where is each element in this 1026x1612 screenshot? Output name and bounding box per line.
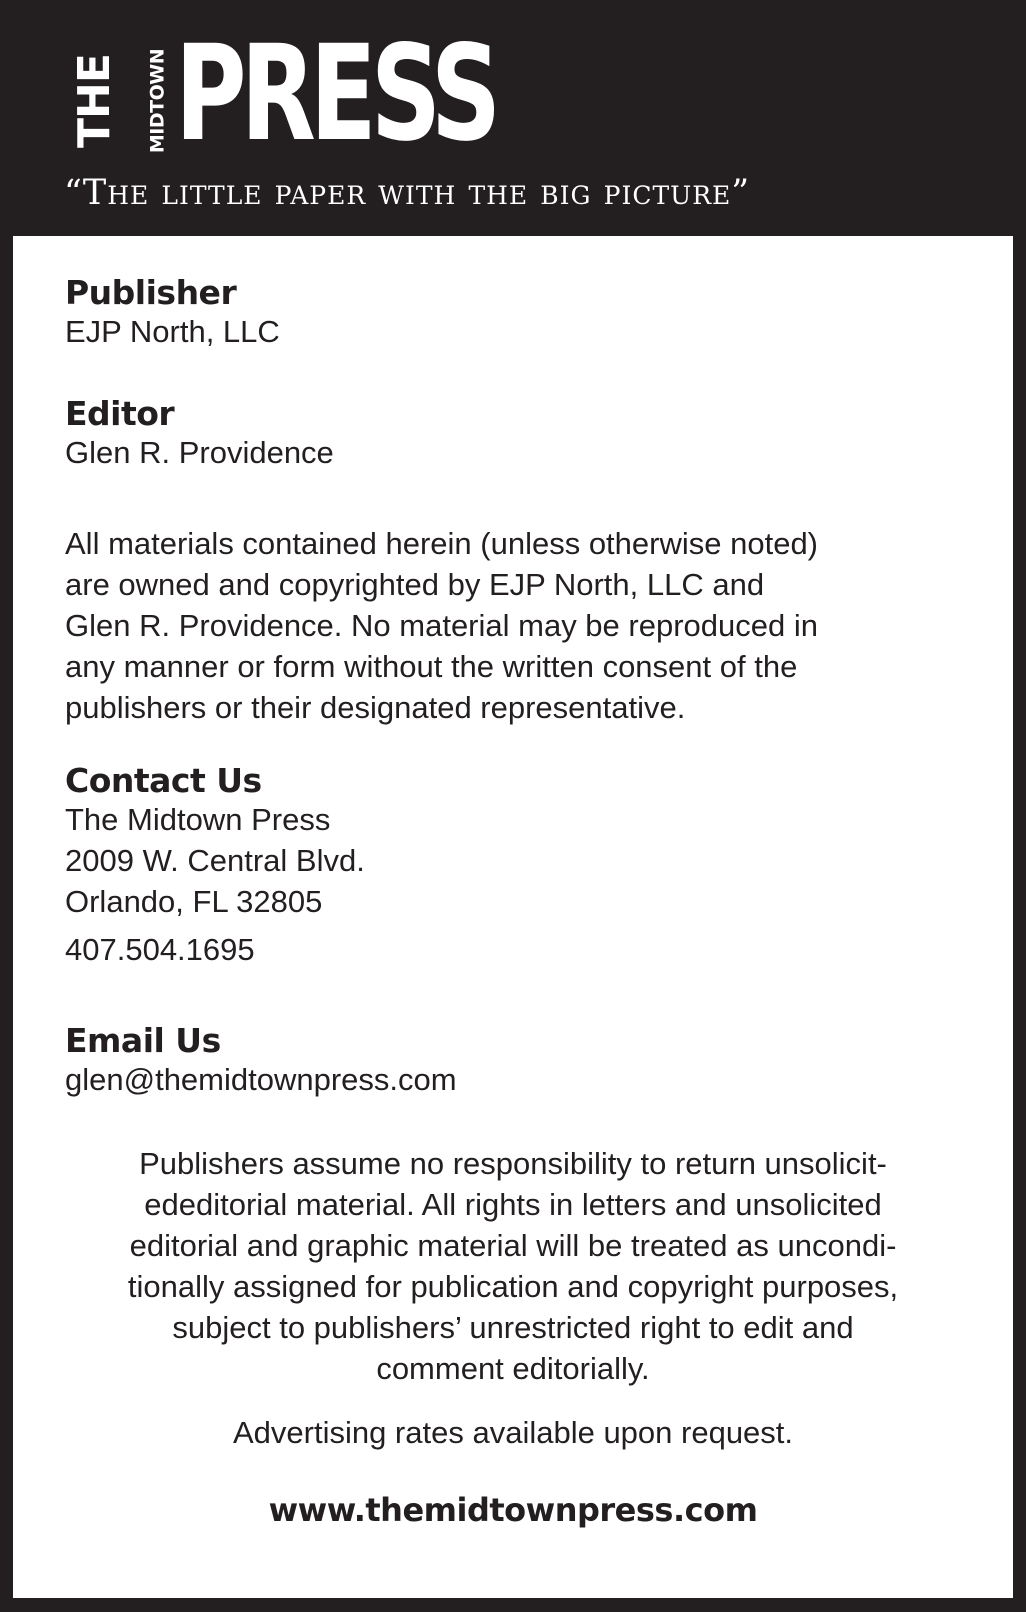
contact-heading: Contact Us bbox=[65, 761, 262, 800]
disclaimer-line: ededitorial material. All rights in letters and unsolicited bbox=[144, 1187, 882, 1222]
website-wrap bbox=[13, 1491, 1013, 1529]
disclaimer-line: comment editorially. bbox=[376, 1351, 650, 1386]
contact-phone: 407.504.1695 bbox=[65, 932, 255, 967]
publisher-heading: Publisher bbox=[65, 273, 237, 312]
masthead bbox=[0, 0, 1026, 236]
editor-section bbox=[65, 394, 334, 473]
contact-street: 2009 W. Central Blvd. bbox=[65, 843, 365, 878]
website-link[interactable]: www.themidtownpress.com bbox=[268, 1491, 758, 1529]
advertising-note-wrap bbox=[13, 1412, 1013, 1453]
copyright-line: All materials contained herein (unless otherwise noted) bbox=[65, 526, 819, 561]
disclaimer-line: tionally assigned for publication and copyright purposes, bbox=[127, 1269, 899, 1304]
logo-midtown-text: MIDTOWN bbox=[146, 48, 169, 154]
logo-press-text: PRESS bbox=[175, 17, 496, 171]
copyright-line: publishers or their designated representative. bbox=[65, 690, 686, 725]
logo-the-text: THE bbox=[69, 54, 120, 148]
advertising-note: Advertising rates available upon request. bbox=[232, 1415, 794, 1450]
copyright-line: any manner or form without the written consent of the bbox=[65, 649, 798, 684]
publisher-name: EJP North, LLC bbox=[65, 314, 280, 349]
logo-the bbox=[69, 38, 120, 164]
tagline: “The little paper with the big picture” bbox=[64, 173, 751, 213]
copyright-line: are owned and copyrighted by EJP North, LLC and bbox=[65, 567, 765, 602]
contact-city: Orlando, FL 32805 bbox=[65, 884, 323, 919]
email-section bbox=[65, 1021, 457, 1100]
disclaimer-line: Publishers assume no responsibility to return unsolicit- bbox=[139, 1146, 887, 1181]
email-heading: Email Us bbox=[65, 1021, 221, 1060]
disclaimer-line: subject to publishers’ unrestricted right to edit and bbox=[172, 1310, 854, 1345]
editor-heading: Editor bbox=[65, 394, 175, 433]
publisher-section bbox=[65, 273, 280, 352]
editor-name: Glen R. Providence bbox=[65, 435, 334, 470]
email-address[interactable]: glen@themidtownpress.com bbox=[65, 1062, 457, 1097]
disclaimer bbox=[13, 1143, 1013, 1389]
copyright-line: Glen R. Providence. No material may be reproduced in bbox=[65, 608, 818, 643]
logo-midtown bbox=[147, 38, 169, 164]
copyright-notice bbox=[65, 523, 818, 728]
contact-section bbox=[65, 761, 365, 970]
contact-name: The Midtown Press bbox=[65, 802, 331, 837]
content-panel bbox=[13, 236, 1013, 1598]
disclaimer-line: editorial and graphic material will be treated as uncondi- bbox=[129, 1228, 897, 1263]
